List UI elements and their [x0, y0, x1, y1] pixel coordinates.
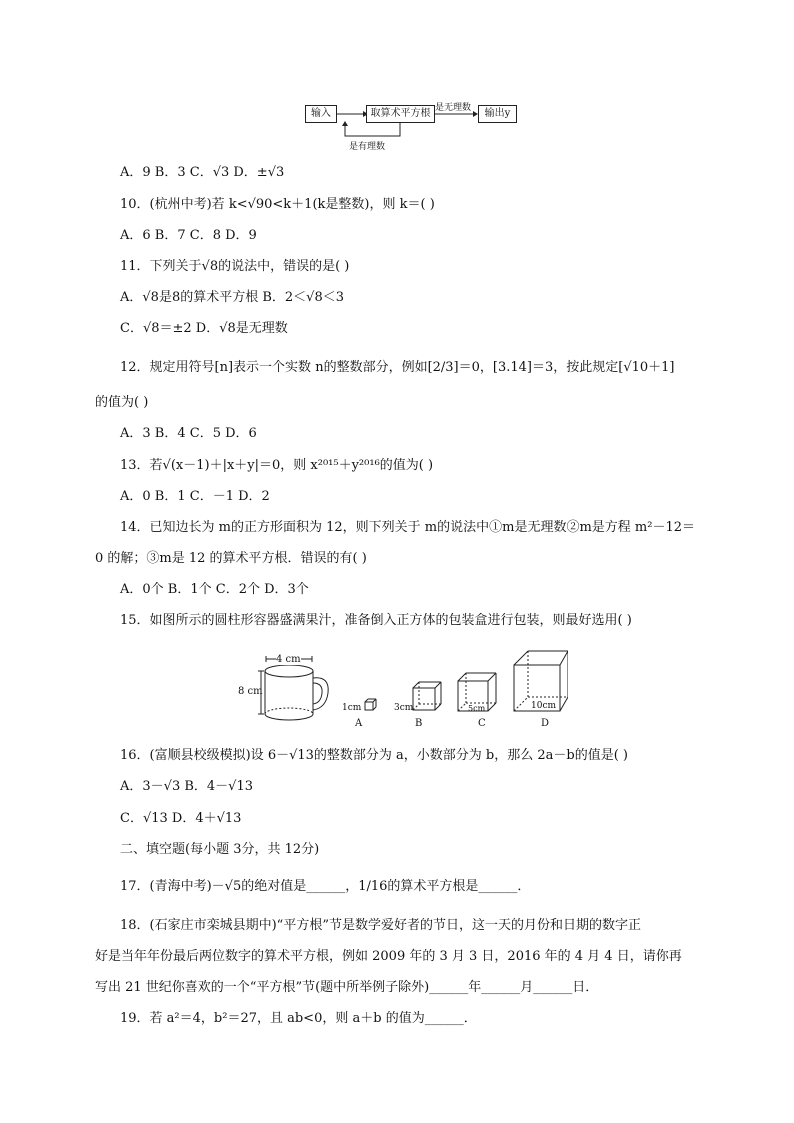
q15-figure [238, 648, 568, 738]
flow-label-irrational: 是无理数 [435, 103, 472, 113]
cyl-width-label: 4 cm [276, 654, 301, 665]
cube-b-letter: B [415, 718, 423, 729]
flowchart [305, 103, 515, 153]
q16-stem: 16．(富顺县校级模拟)设 6－√13的整数部分为 a，小数部分为 b，那么 2a－b的值是( ) [120, 748, 629, 763]
cube-b [413, 682, 441, 710]
q14-continued: 0 的解；③m是 12 的算术平方根．错误的有( ) [95, 551, 367, 566]
q11-options-ab: A．√8是8的算术平方根 B．2＜√8＜3 [120, 290, 344, 305]
q12-options: A．3 B．4 C．5 D．6 [120, 426, 257, 441]
cube-b-size: 3cm [394, 703, 414, 713]
cylinder-cup [258, 656, 328, 720]
q16-options-cd: C．√13 D．4＋√13 [120, 811, 242, 826]
q18-line1: 18．(石家庄市栾城县期中)“平方根”节是数学爱好者的节日，这一天的月份和日期的数字正 [120, 918, 641, 933]
cube-c-size: 5cm [468, 704, 486, 713]
q11-options-cd: C．√8＝±2 D．√8是无理数 [120, 321, 288, 336]
cyl-height-label: 8 cm [238, 686, 263, 697]
cube-a-letter: A [355, 718, 363, 729]
cube-c-letter: C [478, 718, 486, 729]
q9-options: A．9 B．3 C．√3 D．±√3 [120, 165, 285, 180]
q19-stem: 19．若 a²＝4，b²＝27，且 ab<0，则 a＋b 的值为______． [120, 1011, 477, 1026]
q14-stem: 14．已知边长为 m的正方形面积为 12，则下列关于 m的说法中①m是无理数②m是方程 m²－12＝ [120, 520, 696, 535]
section-2-heading: 二、填空题(每小题 3分，共 12分) [120, 842, 320, 857]
q13-stem: 13．若√(x－1)＋|x＋y|＝0，则 x²⁰¹⁵＋y²⁰¹⁶的值为( ) [120, 458, 434, 473]
q10-stem: 10．(杭州中考)若 k<√90<k＋1(k是整数)，则 k＝( ) [120, 197, 435, 212]
cube-a-size: 1cm [342, 703, 362, 713]
q17-stem: 17．(青海中考)－√5的绝对值是______，1/16的算术平方根是______． [120, 879, 531, 894]
q18-line2: 好是当年年份最后两位数字的算术平方根，例如 2009 年的 3 月 3 日，2016 年的 4 月 4 日，请你再 [95, 949, 682, 964]
cube-a [365, 699, 376, 710]
q13-options: A．0 B．1 C．－1 D．2 [120, 489, 270, 504]
flow-input-box: 输入 [305, 105, 337, 123]
q18-line3: 写出 21 世纪你喜欢的一个“平方根”节(题中所举例子除外)______年______月______日． [95, 980, 599, 995]
cube-d-size: 10cm [531, 701, 557, 711]
q12-stem: 12．规定用符号[n]表示一个实数 n的整数部分，例如[2/3]＝0，[3.14]＝3，按此规定[√10＋1] [120, 360, 675, 375]
q10-options: A．6 B．7 C．8 D．9 [120, 228, 257, 243]
cube-d-letter: D [541, 718, 550, 729]
q16-options-ab: A．3－√3 B．4－√13 [120, 779, 253, 794]
flow-process-box: 取算术平方根 [366, 105, 435, 123]
q14-options: A．0个 B．1个 C．2个 D．3个 [120, 582, 309, 597]
q11-stem: 11．下列关于√8的说法中，错误的是( ) [120, 259, 350, 274]
q12-continued: 的值为( ) [95, 395, 149, 410]
q15-stem: 15．如图所示的圆柱形容器盛满果汁，准备倒入正方体的包装盒进行包装，则最好选用( ) [120, 613, 632, 628]
flow-label-rational: 是有理数 [349, 142, 386, 152]
flow-output-box: 输出y [478, 105, 517, 123]
